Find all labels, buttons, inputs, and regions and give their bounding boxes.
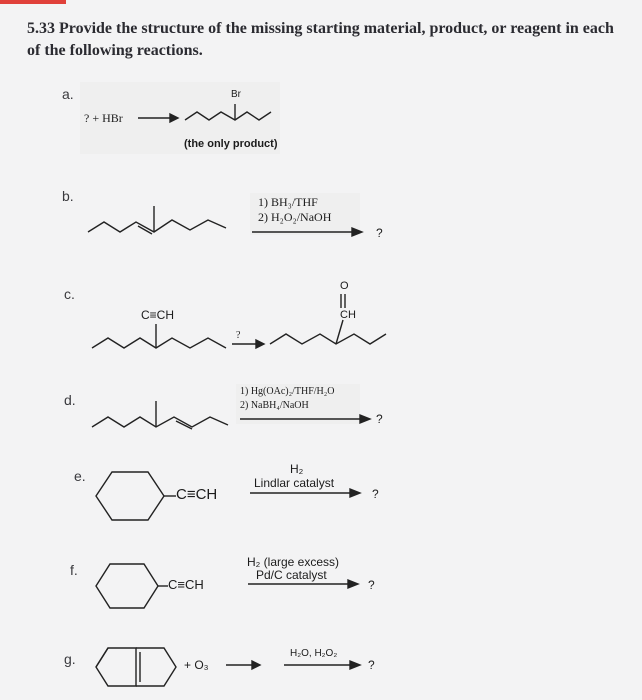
reagent-e-catalyst: Lindlar catalyst bbox=[254, 476, 335, 490]
product-d-unknown: ? bbox=[376, 412, 383, 426]
cyclohexane-ring-e bbox=[96, 470, 176, 522]
item-label-e: e. bbox=[74, 468, 86, 484]
bromine-label: Br bbox=[231, 89, 241, 100]
reagent-f-h2: H₂ (large excess) bbox=[247, 555, 340, 569]
item-label-b: b. bbox=[62, 188, 74, 204]
item-label-c: c. bbox=[64, 286, 75, 302]
product-b-unknown: ? bbox=[376, 226, 383, 240]
question-title: 5.33 Provide the structure of the missing starting material, product, or reagent in each of the following reactions. bbox=[27, 20, 614, 59]
reagent-c-unknown: ? bbox=[236, 330, 241, 341]
item-label-g: g. bbox=[64, 651, 76, 667]
oxygen-label-c: O bbox=[340, 280, 349, 292]
arrow-g1 bbox=[226, 659, 260, 671]
ketone-structure-c bbox=[270, 292, 390, 354]
product-structure-a bbox=[185, 98, 275, 130]
arrow-d bbox=[240, 413, 370, 425]
reagent-g-workup: H₂O, H₂O₂ bbox=[290, 648, 338, 659]
arrow-f bbox=[248, 578, 358, 590]
reagent-e-h2: H₂ bbox=[290, 462, 304, 476]
reagent-g-ozone: + O₃ bbox=[184, 658, 209, 672]
reagent-a: ? + HBr bbox=[84, 111, 123, 125]
alkene-structure-d bbox=[92, 395, 232, 435]
item-label-d: d. bbox=[64, 392, 76, 408]
item-label-a: a. bbox=[62, 86, 74, 102]
alkyne-structure-c bbox=[92, 320, 232, 356]
carbonyl-group-c: CH bbox=[340, 309, 356, 321]
alkyne-group-c: C≡CH bbox=[141, 308, 174, 322]
arrow-g2 bbox=[284, 659, 360, 671]
arrow-e bbox=[250, 487, 360, 499]
alkyne-group-e: C≡CH bbox=[176, 486, 218, 503]
cyclohexane-ring-f bbox=[96, 562, 168, 612]
reagent-d-step1: 1) Hg(OAc)₂/THF/H₂O bbox=[240, 386, 335, 397]
product-g-unknown: ? bbox=[368, 658, 375, 672]
reagent-b-step2: 2) H₂O₂/NaOH bbox=[258, 210, 332, 224]
reagent-d-step2: 2) NaBH₄/NaOH bbox=[240, 400, 309, 411]
arrow-c bbox=[232, 338, 264, 350]
product-e-unknown: ? bbox=[372, 487, 379, 501]
bicyclic-alkene-g bbox=[96, 644, 180, 690]
alkene-structure-b bbox=[88, 200, 238, 240]
item-label-f: f. bbox=[70, 562, 78, 578]
product-f-unknown: ? bbox=[368, 578, 375, 592]
arrow-b bbox=[252, 226, 362, 238]
alkyne-group-f: C≡CH bbox=[168, 577, 204, 592]
reagent-f-catalyst: Pd/C catalyst bbox=[256, 568, 327, 582]
note-only-product: (the only product) bbox=[184, 138, 278, 150]
accent-bar bbox=[0, 0, 66, 4]
arrow-a bbox=[138, 112, 178, 124]
reagent-b-step1: 1) BH₃/THF bbox=[258, 195, 318, 209]
